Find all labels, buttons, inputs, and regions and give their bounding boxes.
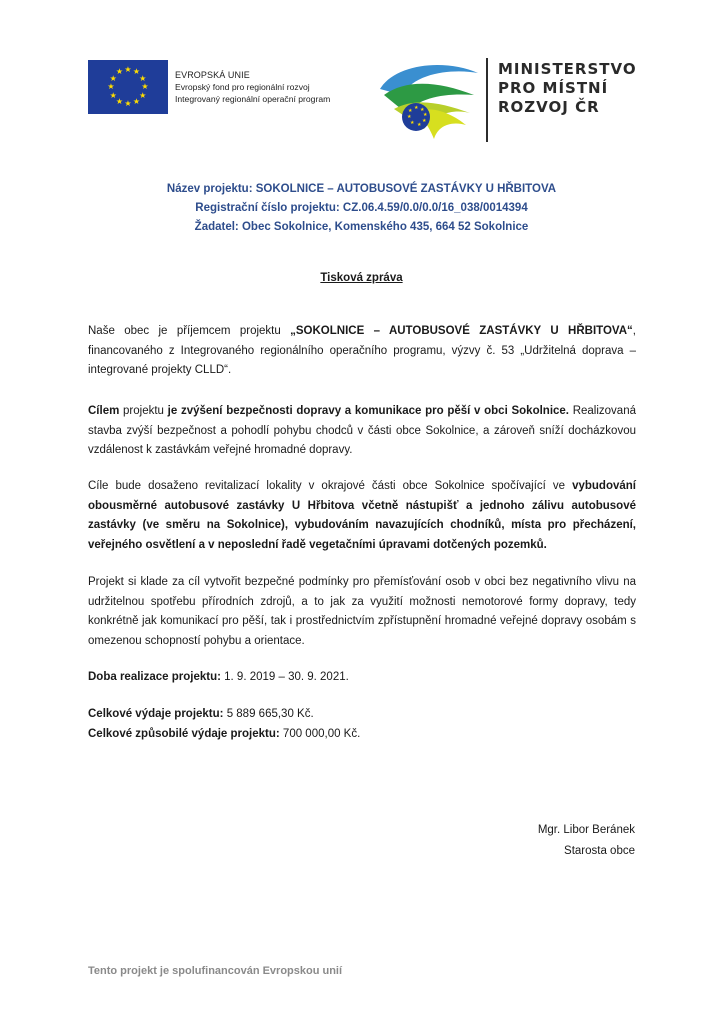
eligible-costs-value: 700 000,00 Kč. <box>279 727 361 740</box>
ministry-emblem-icon <box>376 59 482 141</box>
eu-star-icon: ★ <box>115 96 124 106</box>
ministry-logo-text <box>498 60 637 117</box>
eu-star-icon: ★ <box>132 96 141 106</box>
svg-text:★: ★ <box>417 122 422 128</box>
period-value: 1. 9. 2019 – 30. 9. 2021. <box>220 671 349 683</box>
eu-star-icon: ★ <box>109 90 117 100</box>
p2-text-d: Realizovaná stavba zvýší bezpečnost a pohodlí pohybu chodců v části obce Sokolnice, a zároveň sníží docházkovou vzdálenost k zastávkám veřejné hromadné dopravy. <box>88 405 636 456</box>
project-reg-value: CZ.06.4.59/0.0/0.0/16_038/0014394 <box>342 202 528 214</box>
signature-block <box>435 820 635 862</box>
svg-text:★: ★ <box>422 118 427 124</box>
svg-text:★: ★ <box>420 107 425 113</box>
project-reg-line <box>0 199 723 218</box>
paragraph-goal <box>88 402 636 461</box>
project-name-label: Název projektu: <box>166 183 253 195</box>
paragraph-aim: Projekt si klade za cíl vytvořit bezpečné podmínky pro přemísťování osob v obci bez negativního vlivu na udržitelnou spotřebu přírodních zdrojů, a to jak za využití možnosti nemotorové formy dopravy, tedy konkrétně jak komunikací pro pěší, tak i prostřednictvím zpřístupnění hromadné veřejné dopravy osobám s omezenou schopností pohybu a orientace. <box>88 576 636 647</box>
period-label: Doba realizace projektu: <box>88 671 221 683</box>
footer-note: Tento projekt je spolufinancován Evropskou unií <box>88 965 343 977</box>
eu-flag-icon <box>88 60 168 114</box>
eu-logo <box>88 60 330 114</box>
ministry-divider <box>486 58 488 142</box>
signature-name: Mgr. Libor Beránek <box>537 824 635 836</box>
eu-star-icon: ★ <box>139 73 147 83</box>
p1-text-a: Naše obec je příjemcem projektu <box>88 325 291 337</box>
eu-star-icon: ★ <box>132 67 141 77</box>
project-name-line <box>0 180 723 199</box>
eu-star-icon: ★ <box>109 73 117 83</box>
eu-logo-line3: Integrovaný regionální operační program <box>175 94 331 104</box>
total-costs-label: Celkové výdaje projektu: <box>88 708 224 720</box>
eu-star-icon: ★ <box>115 67 124 77</box>
p3-text-a: Cíle bude dosaženo revitalizací lokality v okrajové části obce Sokolnice spočívající ve <box>88 480 573 492</box>
project-period <box>88 668 636 688</box>
p1-text-c: , financovaného z Integrovaného regionálního operačního programu, výzvy č. 53 „Udržitelná doprava – integrované projekty CLLD“. <box>88 325 636 376</box>
eu-star-icon: ★ <box>139 90 147 100</box>
svg-text:★: ★ <box>407 114 412 120</box>
svg-text:★: ★ <box>408 108 413 114</box>
eu-logo-line1: EVROPSKÁ UNIE <box>175 70 250 80</box>
eu-star-icon: ★ <box>107 82 115 91</box>
total-costs-line <box>88 705 636 725</box>
project-name-value: SOKOLNICE – AUTOBUSOVÉ ZASTÁVKY U HŘBITOVA <box>255 183 557 195</box>
svg-text:★: ★ <box>410 120 415 126</box>
svg-text:★: ★ <box>423 112 428 118</box>
project-reg-label: Registrační číslo projektu: <box>195 202 340 214</box>
ministry-line1: MINISTERSTVO <box>498 60 637 78</box>
project-info <box>0 180 723 237</box>
paragraph-intro <box>88 322 636 381</box>
signature-role: Starosta obce <box>564 845 635 857</box>
total-costs-value: 5 889 665,30 Kč. <box>223 708 314 720</box>
p2-goal-text: je zvýšení bezpečnosti dopravy a komunikace pro pěší v obci Sokolnice. <box>167 405 569 417</box>
ministry-line2: PRO MÍSTNÍ <box>498 79 609 97</box>
p2-goal-word: Cílem <box>88 405 120 417</box>
paragraph-means <box>88 477 636 555</box>
ministry-line3: ROZVOJ ČR <box>498 98 600 116</box>
project-applicant-line <box>0 218 723 237</box>
project-applicant-value: Obec Sokolnice, Komenského 435, 664 52 Sokolnice <box>241 221 529 233</box>
p1-project-name: „SOKOLNICE – AUTOBUSOVÉ ZASTÁVKY U HŘBITOVA“ <box>290 325 633 337</box>
eligible-costs-line <box>88 725 636 745</box>
svg-text:★: ★ <box>414 105 419 111</box>
p2-text-b: projektu <box>119 405 168 417</box>
p3-text-b: vybudování obousměrné autobusové zastávky U Hřbitova včetně nástupišť a jednoho zálivu autobusové zastávky (ve směru na Sokolnice), vybudováním navazujících chodníků, místa pro přecházení, veřejného osvětlení a v neposlední řadě vegetačními úpravami dotčených pozemků. <box>88 480 636 551</box>
eu-star-icon: ★ <box>124 65 132 74</box>
eu-logo-text <box>175 69 330 105</box>
eligible-costs-label: Celkové způsobilé výdaje projektu: <box>88 727 280 740</box>
press-release-title: Tisková zpráva <box>320 272 403 284</box>
eu-star-icon: ★ <box>124 99 132 108</box>
eu-logo-line2: Evropský fond pro regionální rozvoj <box>175 82 310 92</box>
project-applicant-label: Žadatel: <box>194 221 239 233</box>
eu-star-icon: ★ <box>141 82 149 91</box>
project-costs <box>88 705 636 744</box>
